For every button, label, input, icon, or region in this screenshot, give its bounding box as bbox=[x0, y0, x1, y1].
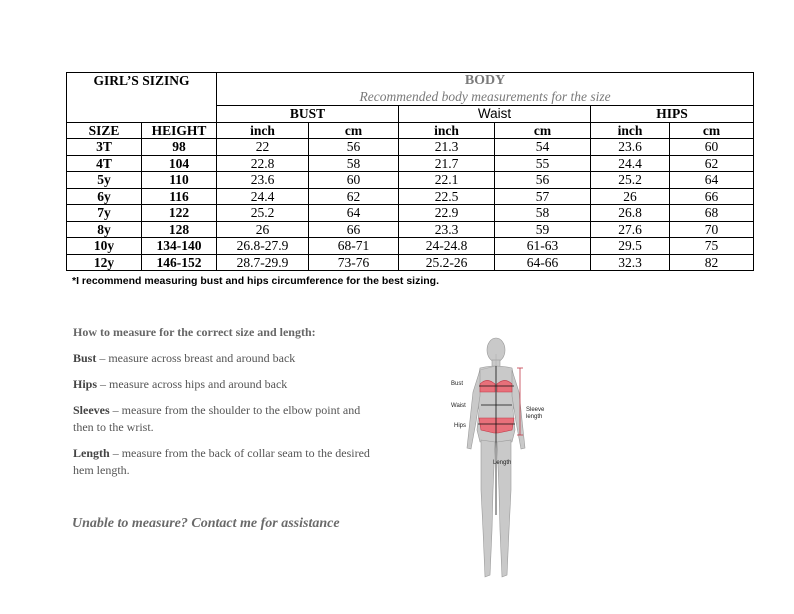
cell-hips-cm: 68 bbox=[670, 205, 754, 222]
figure-hips-label: Hips bbox=[454, 423, 467, 429]
cell-height: 128 bbox=[142, 221, 217, 238]
cell-height: 134-140 bbox=[142, 238, 217, 255]
cell-size: 7y bbox=[67, 205, 142, 222]
cell-waist-in: 23.3 bbox=[399, 221, 495, 238]
body-figure-illustration bbox=[440, 330, 560, 600]
howto-sleeves bbox=[73, 402, 383, 436]
cell-size: 6y bbox=[67, 188, 142, 205]
cell-waist-in: 22.1 bbox=[399, 172, 495, 189]
sleeves-desc: – measure from the shoulder to the elbow point and then to the wrist. bbox=[73, 403, 361, 434]
hips-desc: – measure across hips and around back bbox=[97, 377, 288, 391]
hips-term: Hips bbox=[73, 377, 98, 391]
table-row bbox=[67, 188, 754, 205]
cell-bust-in: 24.4 bbox=[217, 188, 309, 205]
cell-hips-in: 32.3 bbox=[591, 254, 670, 271]
cell-hips-in: 25.2 bbox=[591, 172, 670, 189]
group-waist: Waist bbox=[399, 106, 591, 123]
cell-height: 146-152 bbox=[142, 254, 217, 271]
group-hips: HIPS bbox=[591, 106, 754, 123]
cell-waist-cm: 56 bbox=[495, 172, 591, 189]
table-row bbox=[67, 139, 754, 156]
cell-size: 10y bbox=[67, 238, 142, 255]
col-height: HEIGHT bbox=[142, 122, 217, 139]
figure-length-label: Length bbox=[493, 460, 512, 466]
cell-bust-cm: 56 bbox=[309, 139, 399, 156]
cell-waist-cm: 64-66 bbox=[495, 254, 591, 271]
length-term: Length bbox=[73, 446, 110, 460]
cell-waist-in: 22.9 bbox=[399, 205, 495, 222]
cell-bust-in: 26 bbox=[217, 221, 309, 238]
body-subtitle: Recommended body measurements for the size bbox=[359, 89, 611, 104]
cell-bust-in: 22.8 bbox=[217, 155, 309, 172]
body-header bbox=[217, 73, 754, 106]
cell-hips-cm: 66 bbox=[670, 188, 754, 205]
howto-heading bbox=[73, 324, 383, 341]
cell-hips-in: 29.5 bbox=[591, 238, 670, 255]
cell-bust-cm: 73-76 bbox=[309, 254, 399, 271]
cell-waist-in: 25.2-26 bbox=[399, 254, 495, 271]
bust-desc: – measure across breast and around back bbox=[96, 351, 296, 365]
cell-waist-cm: 57 bbox=[495, 188, 591, 205]
cell-hips-in: 26.8 bbox=[591, 205, 670, 222]
sleeves-term: Sleeves bbox=[73, 403, 110, 417]
figure-sleeve-length-label: length bbox=[526, 414, 543, 420]
cell-bust-in: 23.6 bbox=[217, 172, 309, 189]
figure-bust-label: Bust bbox=[451, 381, 464, 387]
cell-hips-cm: 70 bbox=[670, 221, 754, 238]
cell-waist-in: 21.7 bbox=[399, 155, 495, 172]
col-waist-cm: cm bbox=[495, 122, 591, 139]
table-row bbox=[67, 221, 754, 238]
cell-bust-cm: 62 bbox=[309, 188, 399, 205]
bust-term: Bust bbox=[73, 351, 97, 365]
contact-text: Unable to measure? Contact me for assistance bbox=[72, 516, 340, 531]
cell-waist-in: 22.5 bbox=[399, 188, 495, 205]
howto-bust bbox=[73, 350, 383, 367]
table-row bbox=[67, 254, 754, 271]
table-row bbox=[67, 238, 754, 255]
cell-height: 98 bbox=[142, 139, 217, 156]
cell-height: 104 bbox=[142, 155, 217, 172]
measurement-note: *I recommend measuring bust and hips circumference for the best sizing. bbox=[72, 275, 440, 287]
col-size: SIZE bbox=[67, 122, 142, 139]
cell-size: 3T bbox=[67, 139, 142, 156]
cell-hips-in: 24.4 bbox=[591, 155, 670, 172]
cell-size: 12y bbox=[67, 254, 142, 271]
howto-length bbox=[73, 445, 383, 479]
cell-size: 4T bbox=[67, 155, 142, 172]
cell-bust-in: 22 bbox=[217, 139, 309, 156]
table-row bbox=[67, 172, 754, 189]
cell-hips-cm: 60 bbox=[670, 139, 754, 156]
howto-title: How to measure for the correct size and length: bbox=[73, 325, 316, 339]
cell-waist-cm: 58 bbox=[495, 205, 591, 222]
cell-height: 122 bbox=[142, 205, 217, 222]
cell-bust-in: 25.2 bbox=[217, 205, 309, 222]
cell-waist-cm: 61-63 bbox=[495, 238, 591, 255]
cell-hips-cm: 75 bbox=[670, 238, 754, 255]
sizing-table bbox=[66, 72, 754, 271]
cell-height: 110 bbox=[142, 172, 217, 189]
cell-waist-cm: 55 bbox=[495, 155, 591, 172]
body-label: BODY bbox=[464, 73, 506, 88]
cell-size: 8y bbox=[67, 221, 142, 238]
cell-bust-in: 28.7-29.9 bbox=[217, 254, 309, 271]
cell-size: 5y bbox=[67, 172, 142, 189]
cell-waist-cm: 54 bbox=[495, 139, 591, 156]
figure-waist-label: Waist bbox=[451, 403, 466, 409]
col-hips-cm: cm bbox=[670, 122, 754, 139]
cell-hips-in: 23.6 bbox=[591, 139, 670, 156]
cell-bust-cm: 66 bbox=[309, 221, 399, 238]
cell-bust-cm: 60 bbox=[309, 172, 399, 189]
col-hips-inch: inch bbox=[591, 122, 670, 139]
cell-hips-cm: 62 bbox=[670, 155, 754, 172]
group-bust: BUST bbox=[217, 106, 399, 123]
cell-hips-in: 27.6 bbox=[591, 221, 670, 238]
cell-bust-cm: 68-71 bbox=[309, 238, 399, 255]
length-desc: – measure from the back of collar seam to the desired hem length. bbox=[73, 446, 370, 477]
col-waist-inch: inch bbox=[399, 122, 495, 139]
table-title: GIRL’S SIZING bbox=[67, 73, 217, 123]
cell-bust-in: 26.8-27.9 bbox=[217, 238, 309, 255]
table-row bbox=[67, 155, 754, 172]
cell-hips-cm: 82 bbox=[670, 254, 754, 271]
cell-waist-in: 21.3 bbox=[399, 139, 495, 156]
cell-bust-cm: 64 bbox=[309, 205, 399, 222]
cell-waist-cm: 59 bbox=[495, 221, 591, 238]
cell-height: 116 bbox=[142, 188, 217, 205]
cell-hips-in: 26 bbox=[591, 188, 670, 205]
table-row bbox=[67, 205, 754, 222]
col-bust-cm: cm bbox=[309, 122, 399, 139]
howto-hips bbox=[73, 376, 383, 393]
cell-waist-in: 24-24.8 bbox=[399, 238, 495, 255]
col-bust-inch: inch bbox=[217, 122, 309, 139]
figure-sleeve-label: Sleeve bbox=[526, 407, 545, 413]
cell-bust-cm: 58 bbox=[309, 155, 399, 172]
cell-hips-cm: 64 bbox=[670, 172, 754, 189]
